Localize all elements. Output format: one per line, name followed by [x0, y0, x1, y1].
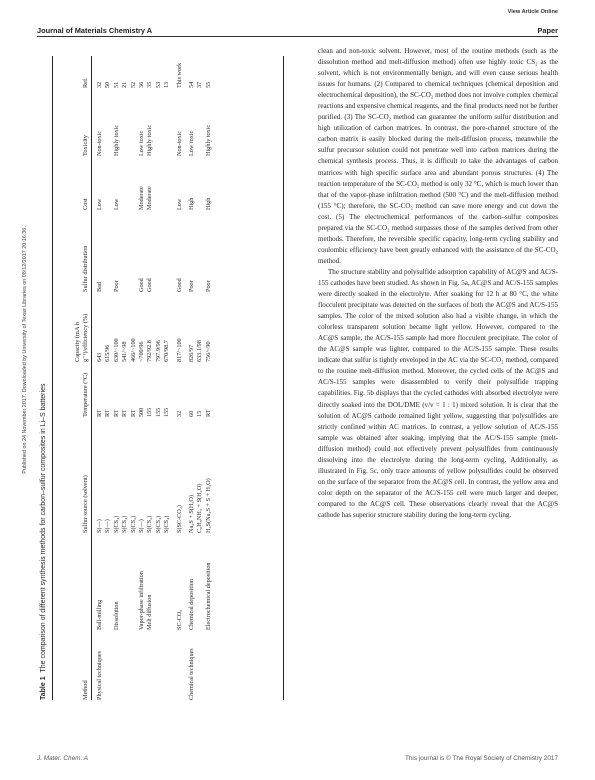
cell-cost: Moderate [137, 186, 145, 210]
cell-temperature: 15 [196, 410, 204, 417]
cell-sulfur-source: S(CS₂) [154, 515, 162, 533]
cell-toxicity: Highly toxic [112, 124, 120, 156]
table-1-rotated [33, 46, 313, 710]
cell-capacity: 643 [96, 352, 103, 362]
cell-method: Vapor-phase infiltration [137, 571, 145, 630]
table-row [121, 56, 129, 700]
cell-ref: 50 [104, 81, 112, 88]
cell-temperature: 500 [137, 407, 145, 417]
cell-capacity: 817/~100 [175, 338, 183, 362]
table-row [176, 56, 184, 700]
cell-capacity: 670/98.7 [163, 340, 171, 362]
cell-toxicity: Non-toxic [175, 130, 183, 156]
view-article-online-link[interactable]: View Article Online [507, 9, 558, 15]
table-row [205, 56, 213, 700]
table-row [196, 56, 204, 700]
cell-capacity: 541/~98 [121, 341, 129, 362]
table-row [96, 56, 104, 700]
cell-sulfur-source: S(SC-CO₂) [175, 505, 183, 533]
cell-group: Physical techniques [96, 651, 103, 700]
cell-sulfur-source: S(CS₂) [121, 515, 129, 533]
cell-temperature: RT [129, 409, 137, 417]
table-caption-label: Table 1 [40, 676, 47, 700]
table-row [146, 56, 154, 700]
cell-sulfur-source: S(—) [96, 519, 103, 533]
table-caption-text: The comparison of different synthesis methods for carbon–sulfur composites in Li–S batteries [40, 383, 47, 673]
cell-toxicity: Low toxic [137, 130, 145, 156]
cell-toxicity: Highly toxic [146, 124, 154, 156]
cell-ref: 21 [121, 81, 129, 88]
cell-cost: Low [96, 198, 103, 210]
cell-sulfur-distribution: Good [137, 278, 145, 292]
cell-toxicity: Highly toxic [204, 124, 212, 156]
header-method: Method [81, 680, 89, 700]
cell-ref: 53 [154, 81, 162, 88]
section-label: Paper [537, 26, 558, 35]
cell-temperature: 155 [146, 407, 154, 417]
side-note-text: Published on 24 November 2017. Downloaded by University of Texas Libraries on 08/12/2017 20:16:36. [22, 226, 28, 474]
main-text-column [318, 46, 558, 521]
cell-method: Chemical deposition [187, 578, 195, 630]
cell-sulfur-source: S(—) [104, 519, 112, 533]
cell-temperature: RT [104, 409, 112, 417]
cell-capacity: ~700/96 [137, 341, 145, 362]
header-cost: Cost [81, 198, 89, 210]
footer-journal-citation: J. Mater. Chem. A [37, 755, 89, 762]
cell-sulfur-source: H₂S(Na₂S + S + H₂O) [204, 478, 212, 533]
cell-capacity: 633.1/98 [196, 340, 204, 362]
cell-cost: Moderate [146, 186, 154, 210]
cell-ref: 35 [146, 81, 154, 88]
header-sulfur-distribution: Sulfur distribution [81, 245, 89, 292]
header-capacity-line1: Capacity (mA h [74, 322, 82, 362]
cell-method: Melt diffusion [146, 594, 154, 630]
cell-temperature: 60 [187, 410, 195, 417]
table-top-rule [52, 56, 53, 700]
cell-temperature: 32 [175, 410, 183, 417]
cell-capacity: 797.9/96 [154, 340, 162, 362]
cell-ref: 37 [196, 81, 204, 88]
header-capacity [55, 314, 89, 362]
table-1-panel [33, 46, 313, 710]
table-row [138, 56, 146, 700]
journal-name: Journal of Materials Chemistry A [37, 26, 153, 35]
cell-capacity: 792/92.8 [146, 340, 154, 362]
cell-temperature: RT [112, 409, 120, 417]
header-capacity-line2: g⁻¹)/efficiency (%) [81, 313, 89, 362]
table-row [113, 56, 121, 700]
cell-temperature: 155 [154, 407, 162, 417]
cell-capacity: 466/~100 [129, 338, 137, 362]
cell-capacity: 615/96 [104, 344, 112, 362]
cell-ref: 13 [163, 81, 171, 88]
header-ref: Ref. [81, 77, 89, 88]
cell-group: Chemical techniques [187, 648, 195, 700]
publication-side-note [20, 50, 30, 650]
paragraph-2: The structure stability and polysulfide adsorption capability of AC@S and AC/S-155 cathodes have been studied. As shown in Fig. 5a, AC@S and AC/S-155 samples were directly soaked in the electrolyte. After soaking for 12 h at 80 °C, the white flocculent precipitate was detected on the surfaces of both the AC@S and AC/S-155 samples. The color of the mixed solution also had a visible change, in which the colorless transparent solution became light yellow. However, compared to the AC@S sample, the AC/S-155 sample had more flocculent precipitate. The color of the AC@S sample was lighter, compared to the AC/S-155 sample. These results indicate that sulfur is tightly enveloped in the AC via the SC-CO₂ method, compared to the routine melt-diffusion method. Moreover, the cycled cells of the AC@S and AC/S-155 samples were disassembled to verify their polysulfide trapping capabilities. Fig. 5b displays that the cycled cathodes with absorbed electrolyte were directly soaked into the DOL/DME (v/v = 1 : 1) mixed solution. It is clear that the solution of AC@S cathode remained light yellow, suggesting that polysulfides are strictly confined within AC matrices. In contrast, a yellow solution of AC/S-155 sample was obtained after soaking, implying that the AC/S-155 sample (melt-diffusion method) could not effectively prevent polysulfides from continuously dissolving into the electrolyte during the long-term cycling. Additionally, as illustrated in Fig. 5c, only trace amounts of yellow polysulfides could be observed on the surface of the separator from the AC@S cell. In contrast, the yellow area and color depth on the separator of the AC/S-155 cell were much larger and deeper, compared to the AC@S cell. These observations clearly reveal that the AC@S cathode has superior structure stability during the long-term cycling. [318, 267, 558, 519]
cell-toxicity: Low toxic [187, 130, 195, 156]
cell-ref: 52 [129, 81, 137, 88]
cell-sulfur-source: S(CS₂) [146, 515, 154, 533]
cell-ref: 32 [96, 81, 103, 88]
cell-sulfur-distribution: Poor [187, 280, 195, 292]
table-row [163, 56, 171, 700]
footer-copyright: This journal is © The Royal Society of Chemistry 2017 [404, 755, 558, 762]
table-row [130, 56, 138, 700]
cell-ref: This work [175, 62, 183, 88]
cell-sulfur-source: Na₂S + S(H₂O) [187, 494, 195, 533]
table-header-rule [91, 56, 92, 700]
cell-cost: High [204, 197, 212, 210]
cell-sulfur-source: S(CS₂) [129, 515, 137, 533]
header-rule [37, 36, 558, 37]
cell-sulfur-source: S(CS₂) [163, 515, 171, 533]
cell-cost: High [187, 197, 195, 210]
cell-method: Electrochemical deposition [204, 562, 212, 630]
cell-cost: Low [175, 198, 183, 210]
cell-capacity: 826/97 [187, 344, 195, 362]
table-row [188, 56, 196, 700]
cell-capacity: 630/~100 [112, 338, 120, 362]
cell-ref: 36 [137, 81, 145, 88]
cell-temperature: 155 [163, 407, 171, 417]
table-row [155, 56, 163, 700]
cell-temperature: RT [204, 409, 212, 417]
table-row [104, 56, 112, 700]
cell-sulfur-source: S(—) [137, 519, 145, 533]
cell-toxicity: Non-toxic [96, 130, 103, 156]
cell-method: SC-CO₂ [175, 609, 183, 630]
cell-capacity: 756/~90 [204, 341, 212, 362]
cell-ref: 55 [204, 81, 212, 88]
header-temperature: Temperature (°C) [81, 372, 89, 417]
cell-ref: 54 [187, 81, 195, 88]
cell-method: Dissolution [112, 601, 120, 630]
table-caption [40, 384, 47, 700]
cell-method: Ball-milling [96, 599, 103, 630]
cell-cost: Low [112, 198, 120, 210]
header-toxicity: Toxicity [81, 135, 89, 156]
paragraph-1: clean and non-toxic solvent. However, most of the routine methods (such as the dissolution method and melt-diffusion method) often use highly toxic CS₂ as the solvent, which is not environmentally benign, and will even cause serious health issues for humans. (2) Compared to chemical techniques (chemical deposition and electrochemical deposition), the SC-CO₂ method does not involve complex chemical reactions and expensive chemical reagents, and the final products need not be further purified. (3) The SC-CO₂ method can guarantee the uniform sulfur distribution and high utilization of carbon matrices. In contrast, the pore-channel structure of the carbon matrix is easily blocked during the melt-diffusion process, meanwhile the sulfur precursor solution could not penetrate well into carbon matrices during the chemical synthesis process. Thus, it is difficult to take the advantages of carbon matrices with high specific surface area and abundant porous structures. (4) The reaction temperature of the SC-CO₂ method is only 32 °C, which is much lower than that of the vapor-phase infiltration method (500 °C) and the melt-diffusion method (155 °C); therefore, the SC-CO₂ method can save more energy and cut down the cost. (5) The electrochemical performances of the carbon–sulfur composites prepared via the SC-CO₂ method surpasses those of the samples derived from other methods. Therefore, the reversible specific capacity, long-term cycling stability and coulombic efficiency have been greatly enhanced with the assistance of the SC-CO₂ method. [318, 47, 558, 265]
cell-sulfur-distribution: Poor [112, 280, 120, 292]
cell-sulfur-source: C₆H₅NH₃ + S(H₂O) [196, 483, 204, 533]
cell-ref: 51 [112, 81, 120, 88]
table-bottom-rule [283, 56, 284, 700]
cell-sulfur-distribution: Good [146, 278, 154, 292]
cell-temperature: RT [96, 409, 103, 417]
header-sulfur-source: Sulfur source (solvent) [81, 475, 89, 533]
cell-sulfur-distribution: Good [175, 278, 183, 292]
cell-sulfur-distribution: Poor [204, 280, 212, 292]
cell-sulfur-distribution: Bad [96, 282, 103, 292]
cell-sulfur-source: S(CS₂) [112, 515, 120, 533]
table-body [96, 56, 213, 700]
cell-temperature: RT [121, 409, 129, 417]
